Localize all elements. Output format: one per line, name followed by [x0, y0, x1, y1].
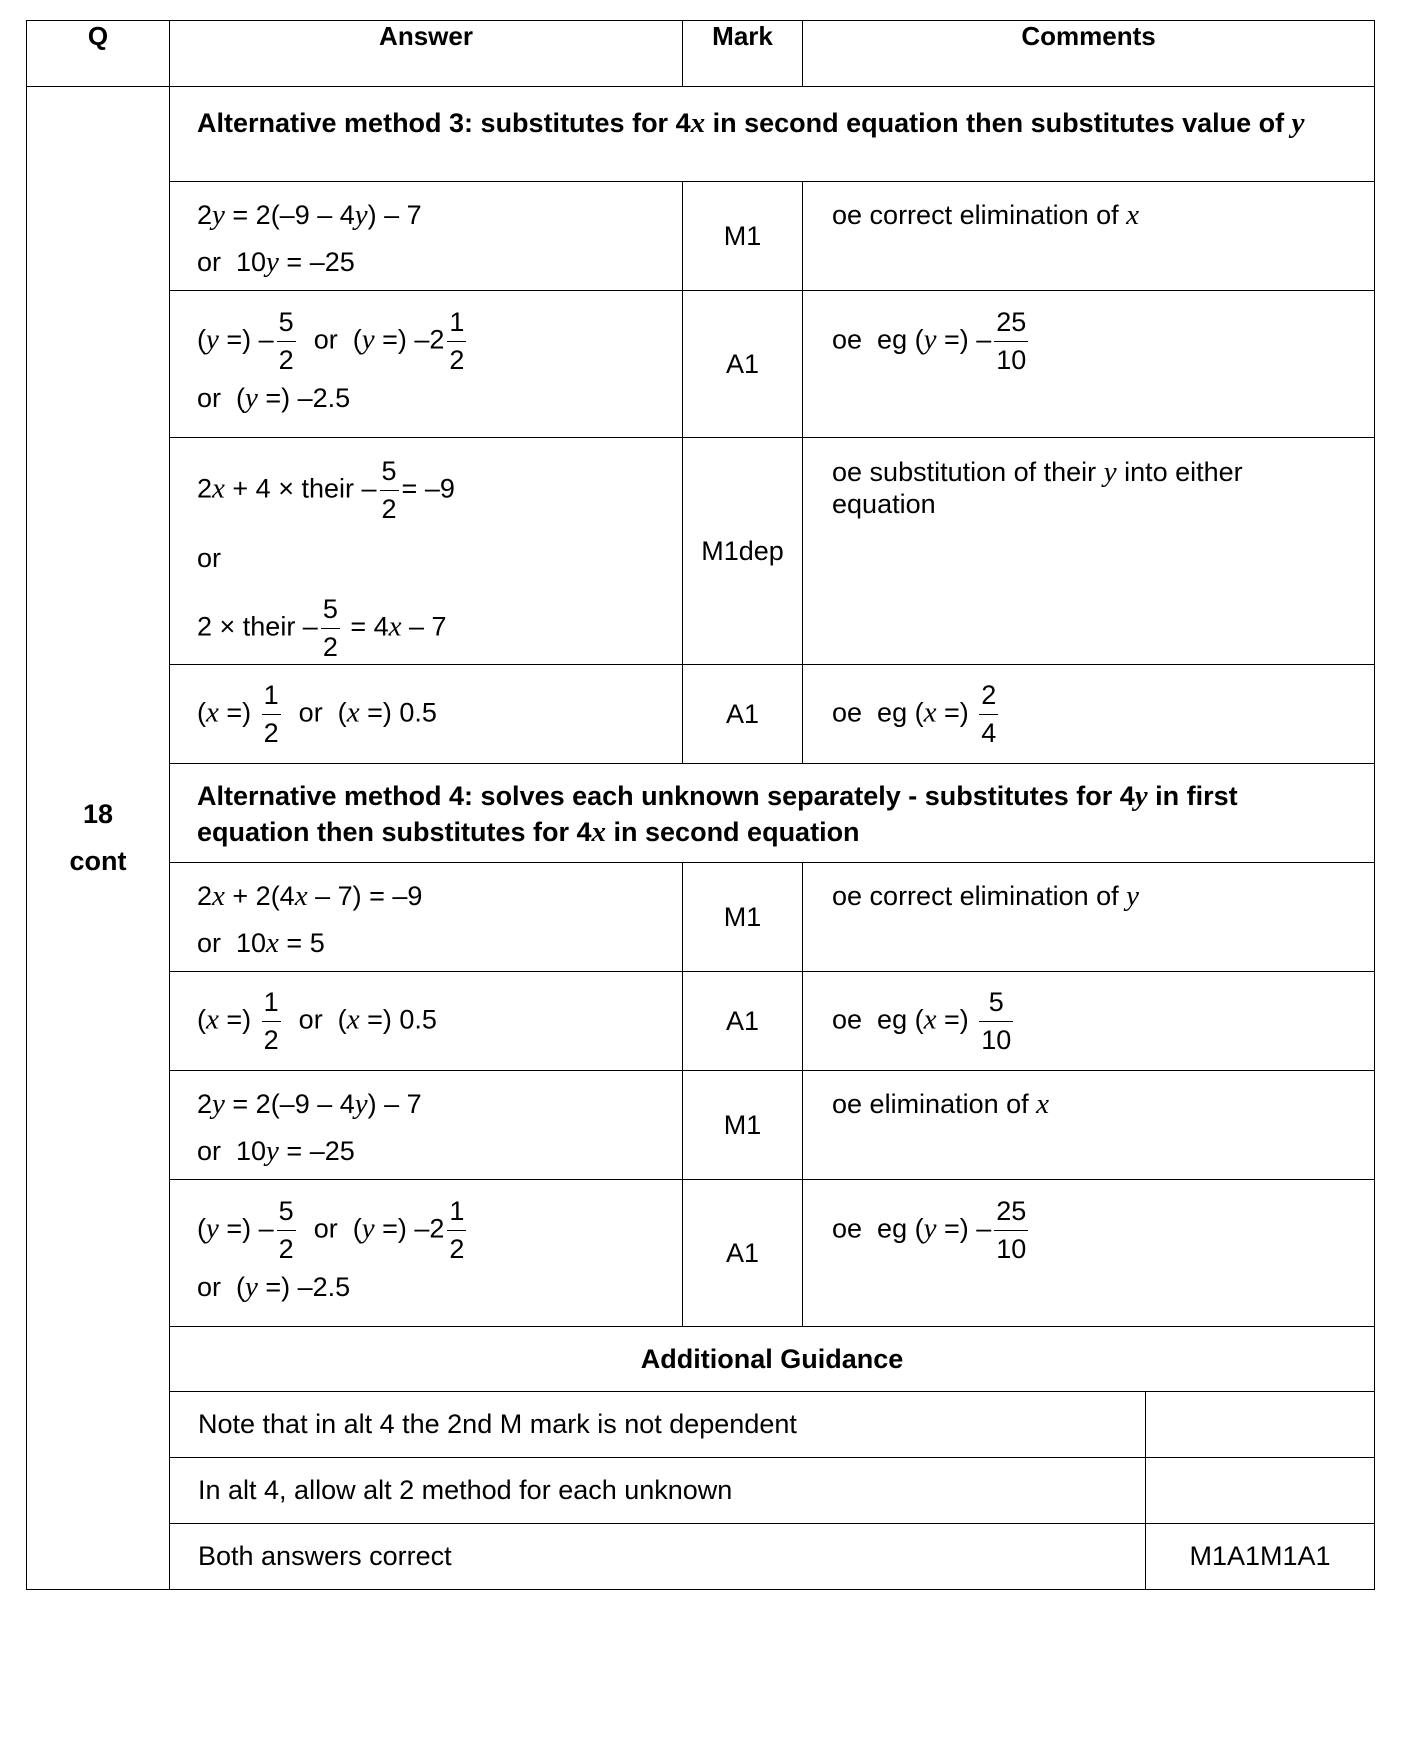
- alt4-row-4: [27, 1180, 1375, 1327]
- fraction: $\frac{5}{2}$: [278, 1196, 294, 1264]
- fraction: $\frac{5}{2}$: [278, 307, 294, 375]
- fraction: $\frac{5}{2}$: [381, 456, 397, 524]
- alt4-row-1-line-2: or 10x = 5: [197, 927, 325, 959]
- alt3-row-4: [27, 665, 1375, 764]
- fraction: $\frac{25}{10}$: [996, 1196, 1027, 1264]
- alt4-title-text: Alternative method 4: solves each unknown separately - substitutes for 4y in first equation then substitutes for 4x in second equation: [197, 780, 1238, 848]
- guidance-row-3: [27, 1524, 1375, 1590]
- alt4-row-2-line-1: (x =) $\frac{1}{2}$ or (x =) 0.5: [197, 986, 437, 1055]
- alt3-title: [170, 87, 1375, 182]
- mark-scheme-table: [26, 20, 1375, 1590]
- alt3-row-1-line-2: or 10y = –25: [197, 246, 355, 278]
- alt3-row-2-line-1: (y =) – $\frac{5}{2}$ or (y =) –2 $\frac{1}{2}$: [197, 307, 465, 375]
- fraction: $\frac{1}{2}$: [449, 307, 465, 375]
- alt4-row-3-line-1: 2y = 2(–9 – 4y) – 7: [197, 1088, 422, 1120]
- fraction: $\frac{5}{10}$: [981, 986, 1012, 1055]
- guidance-title: Additional Guidance: [170, 1327, 1375, 1392]
- guidance-row-3-text: Both answers correct: [170, 1524, 1146, 1590]
- header-q: Q: [27, 21, 170, 87]
- alt3-title-row: [27, 87, 1375, 182]
- alt4-row-3: [27, 1071, 1375, 1180]
- fraction: $\frac{5}{2}$: [322, 594, 338, 662]
- alt3-row-3-mark: M1dep: [683, 438, 803, 665]
- guidance-row-2: [27, 1458, 1375, 1524]
- question-number: 18: [82, 799, 114, 829]
- guidance-row-2-text: In alt 4, allow alt 2 method for each unknown: [170, 1458, 1146, 1524]
- question-number-cell: [27, 87, 170, 1590]
- alt3-row-4-comment: oe eg (x =) $\frac{2}{4}$: [803, 665, 1375, 764]
- alt4-row-4-line-1: (y =) – $\frac{5}{2}$ or (y =) –2 $\frac{1}{2}$: [197, 1196, 465, 1264]
- alt4-row-4-answer: [170, 1180, 683, 1327]
- fraction: $\frac{1}{2}$: [263, 986, 279, 1055]
- alt4-row-3-answer: [170, 1071, 683, 1180]
- alt3-row-2-answer: [170, 291, 683, 438]
- alt3-row-1-answer: [170, 182, 683, 291]
- alt3-row-1: [27, 182, 1375, 291]
- alt3-row-4-answer: [170, 665, 683, 764]
- alt4-row-3-mark: M1: [683, 1071, 803, 1180]
- alt3-row-3-line-3: 2 × their – $\frac{5}{2}$ = 4x – 7: [197, 594, 447, 662]
- header-comments: Comments: [803, 21, 1375, 87]
- alt3-row-1-mark: M1: [683, 182, 803, 291]
- alt3-row-2-line-2: or (y =) –2.5: [197, 382, 351, 414]
- alt4-row-3-line-2: or 10y = –25: [197, 1135, 355, 1167]
- guidance-row-1: [27, 1392, 1375, 1458]
- alt3-row-3-or: or: [197, 543, 222, 573]
- alt4-row-1: [27, 863, 1375, 972]
- alt4-row-4-comment: oe eg (y =) – $\frac{25}{10}$: [803, 1180, 1375, 1327]
- alt3-row-2-mark: A1: [683, 291, 803, 438]
- alt3-row-4-line-1: (x =) $\frac{1}{2}$ or (x =) 0.5: [197, 679, 437, 748]
- alt3-row-1-line-1: 2y = 2(–9 – 4y) – 7: [197, 199, 422, 231]
- alt4-title: [170, 764, 1375, 863]
- alt4-title-row: [27, 764, 1375, 863]
- alt3-row-4-mark: A1: [683, 665, 803, 764]
- alt4-row-4-line-2: or (y =) –2.5: [197, 1271, 351, 1303]
- alt3-row-1-comment: oe correct elimination of x: [803, 182, 1375, 291]
- guidance-row-1-mark: [1146, 1392, 1375, 1458]
- guidance-row-3-mark: M1A1M1A1: [1146, 1524, 1375, 1590]
- alt3-row-3-line-1: 2x + 4 × their – $\frac{5}{2}$ = –9: [197, 456, 455, 524]
- alt4-row-2: [27, 972, 1375, 1071]
- header-answer: Answer: [170, 21, 683, 87]
- alt4-row-1-answer: [170, 863, 683, 972]
- alt3-row-2: [27, 291, 1375, 438]
- fraction: $\frac{1}{2}$: [449, 1196, 465, 1264]
- alt4-row-2-mark: A1: [683, 972, 803, 1071]
- fraction: $\frac{1}{2}$: [263, 679, 279, 748]
- alt3-row-3-answer: [170, 438, 683, 665]
- header-mark: Mark: [683, 21, 803, 87]
- guidance-row-2-mark: [1146, 1458, 1375, 1524]
- header-row: [27, 21, 1375, 87]
- alt4-row-1-comment: oe correct elimination of y: [803, 863, 1375, 972]
- alt3-row-2-comment: oe eg (y =) – $\frac{25}{10}$: [803, 291, 1375, 438]
- alt4-row-2-comment: oe eg (x =) $\frac{5}{10}$: [803, 972, 1375, 1071]
- fraction: $\frac{25}{10}$: [996, 307, 1027, 375]
- alt3-row-3: [27, 438, 1375, 665]
- question-suffix: cont: [69, 846, 127, 876]
- alt3-title-text: Alternative method 3: substitutes for 4x in second equation then substitutes value of y: [197, 107, 1305, 139]
- fraction: $\frac{2}{4}$: [981, 679, 997, 748]
- guidance-row-1-text: Note that in alt 4 the 2nd M mark is not dependent: [170, 1392, 1146, 1458]
- guidance-title-row: [27, 1327, 1375, 1392]
- alt3-row-3-comment: oe substitution of their y into either equation: [803, 438, 1375, 665]
- alt4-row-3-comment: oe elimination of x: [803, 1071, 1375, 1180]
- alt4-row-1-line-1: 2x + 2(4x – 7) = –9: [197, 880, 423, 912]
- alt4-row-1-mark: M1: [683, 863, 803, 972]
- alt4-row-4-mark: A1: [683, 1180, 803, 1327]
- alt4-row-2-answer: [170, 972, 683, 1071]
